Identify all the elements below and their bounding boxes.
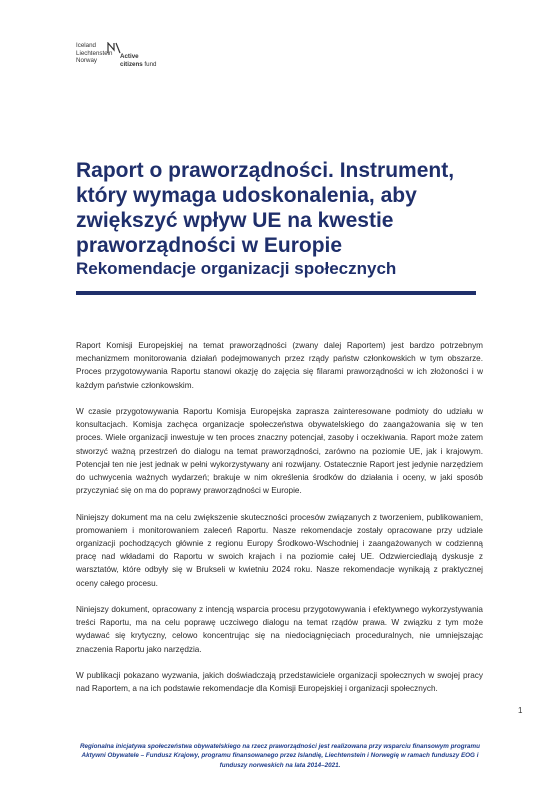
country-liechtenstein: Liechtenstein bbox=[76, 49, 113, 57]
paragraph: W publikacji pokazano wyzwania, jakich doświadczają przedstawiciele organizacji społecznych w swojej pracy nad Raportem, a na ich podstawie rekomendacje dla Komisji Europejskiej i organizacji społecznych. bbox=[76, 671, 483, 694]
paragraph: Raport Komisji Europejskiej na temat praworządności (zwany dalej Raportem) jest bardzo potrzebnym mechanizmem monitorowania działań podejmowanych przez rządy państw członkowskich w tym obszarze. Proces przygotowywania Raportu stanowi okazję do zajęcia się filarami praworządności w ich złożoności i w każdym państwie członkowskim. bbox=[76, 341, 483, 390]
brand-line-1: Active bbox=[120, 53, 139, 60]
logo-mark-icon bbox=[107, 42, 121, 54]
funder-logo bbox=[76, 42, 196, 72]
country-norway: Norway bbox=[76, 57, 97, 65]
paragraph: Niniejszy dokument ma na celu zwiększenie skuteczności procesów związanych z tworzeniem, publikowaniem, promowaniem i monitorowaniem zaleceń Raportu. Nasze rekomendacje zostały opracowane przy udziale organizacji pochodzących głównie z regionu Europy Środkowo-Wschodniej i zaangażowanych w codzienną pracę nad wkładami do Raportu w swoich krajach i na poziomie całej UE. Odzwierciedlają dyskusje z warsztatów, które odbyły się w Brukseli w kwietniu 2024 roku. Nasze rekomendacje wynikają z praktycznej oceny całego procesu. bbox=[76, 512, 483, 588]
country-iceland: Iceland bbox=[76, 42, 96, 49]
paragraph: Niniejszy dokument, opracowany z intencją wsparcia procesu przygotowywania i efektywnego wykorzystywania treści Raportu, ma na celu poprawę uczciwego dialogu na temat rządów prawa. W związku z tym może wydawać się krytyczny, celowo koncentrując się na niedociągnięciach proceduralnych, nie umniejszając znaczenia Raportu jako narzędzia. bbox=[76, 605, 483, 654]
document-body bbox=[76, 339, 483, 709]
funding-footer: Regionalna inicjatywa społeczeństwa obywatelskiego na rzecz praworządności jest realizowana przy wsparciu finansowym programu Aktywni Obywatele – Fundusz Krajowy, programu finansowanego przez Islandię, Liechtenstein i Norwegię w ramach funduszy EOG i funduszy norweskich na lata 2014–2021. bbox=[80, 743, 480, 769]
title-divider bbox=[76, 291, 476, 295]
document-subtitle: Rekomendacje organizacji społecznych bbox=[76, 259, 397, 278]
brand-name bbox=[120, 53, 156, 68]
brand-line-2: citizens fund bbox=[120, 60, 157, 68]
paragraph: W czasie przygotowywania Raportu Komisja Europejska zaprasza zainteresowane podmioty do udziału w konsultacjach. Komisja zachęca organizacje społeczeństwa obywatelskiego do zaangażowania się w ten proces. Wiele organizacji inwestuje w ten proces znaczny potencjał, zasoby i oczekiwania. Raport może zatem stworzyć ważną przestrzeń do dialogu na temat praworządności, zarówno na poziomie UE, jak i krajowym. Potencjał ten nie jest jednak w pełni wykorzystywany ani rozwijany. Ostatecznie Raport jest jedynie narzędziem do uchwycenia ważnych wydarzeń; brakuje w nim określenia środków do działania i oceny, w jaki sposób przyczyniać się on ma do poprawy praworządności w Europie. bbox=[76, 407, 483, 496]
document-title: Raport o praworządności. Instrument, który wymaga udoskonalenia, aby zwiększyć wpływ UE na kwestie praworządności w Europie bbox=[76, 159, 455, 257]
page-number: 1 bbox=[518, 706, 523, 715]
